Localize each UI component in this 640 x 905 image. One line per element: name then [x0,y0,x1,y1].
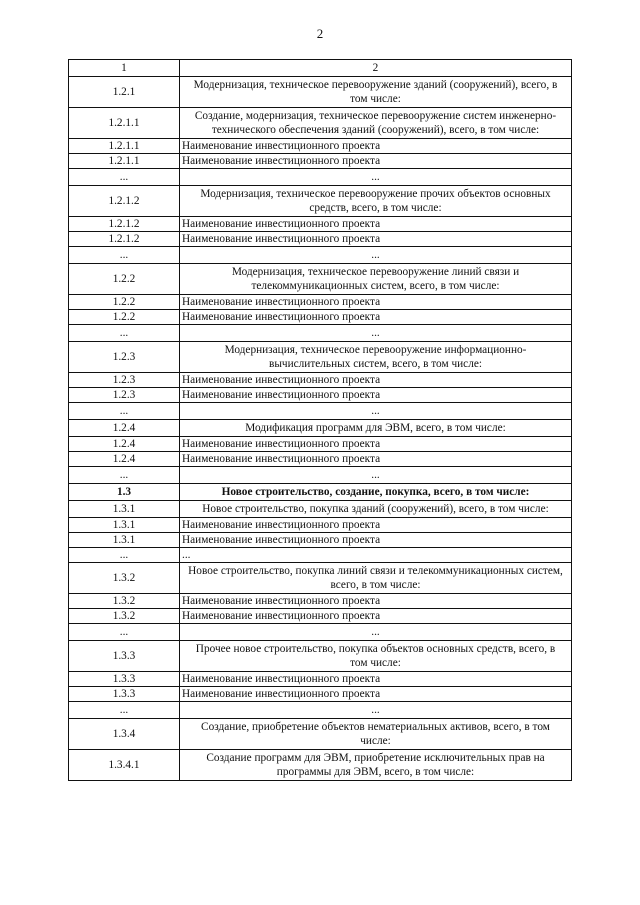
table-row [69,719,572,750]
row-code: 1.2.1.1 [69,139,180,154]
table-row [69,169,572,186]
row-description: Наименование инвестиционного проекта [180,594,572,609]
table-row [69,186,572,217]
row-description: ... [180,548,572,563]
row-description: Создание, модернизация, техническое перевооружение систем инженерно-технического обеспечения зданий (сооружений), всего, в том числе: [180,108,572,139]
row-description: Наименование инвестиционного проекта [180,518,572,533]
table-row [69,452,572,467]
column-header-1: 1 [69,60,180,77]
row-description: Новое строительство, покупка зданий (сооружений), всего, в том числе: [180,501,572,518]
row-description: Наименование инвестиционного проекта [180,672,572,687]
row-description: Новое строительство, создание, покупка, всего, в том числе: [180,484,572,501]
table-row [69,687,572,702]
table-row [69,264,572,295]
row-code: 1.3.2 [69,609,180,624]
table-row [69,342,572,373]
row-code: 1.3.4 [69,719,180,750]
row-code: 1.3.3 [69,641,180,672]
table-row [69,702,572,719]
row-description: ... [180,624,572,641]
row-code: 1.2.4 [69,437,180,452]
row-description: Модернизация, техническое перевооружение прочих объектов основных средств, всего, в том числе: [180,186,572,217]
row-description: ... [180,325,572,342]
row-description: Наименование инвестиционного проекта [180,388,572,403]
row-code: 1.2.1.1 [69,108,180,139]
row-code: 1.2.4 [69,420,180,437]
row-code: 1.2.2 [69,310,180,325]
row-description: ... [180,247,572,264]
table-row [69,548,572,563]
table-row [69,139,572,154]
row-code: 1.2.3 [69,342,180,373]
row-code: ... [69,624,180,641]
table-row [69,563,572,594]
table-row [69,325,572,342]
row-code: 1.3.2 [69,594,180,609]
table-row [69,420,572,437]
table-row [69,77,572,108]
table-row [69,518,572,533]
row-code: ... [69,403,180,420]
row-description: Наименование инвестиционного проекта [180,310,572,325]
row-description: Прочее новое строительство, покупка объектов основных средств, всего, в том числе: [180,641,572,672]
row-description: Модификация программ для ЭВМ, всего, в том числе: [180,420,572,437]
row-description: ... [180,467,572,484]
row-description: Наименование инвестиционного проекта [180,373,572,388]
row-code: 1.3.3 [69,672,180,687]
row-description: Наименование инвестиционного проекта [180,437,572,452]
column-header-2: 2 [180,60,572,77]
row-description: Наименование инвестиционного проекта [180,452,572,467]
table-row [69,247,572,264]
row-code: 1.3.3 [69,687,180,702]
table-row [69,501,572,518]
row-code: 1.2.2 [69,264,180,295]
table-row [69,609,572,624]
row-code: 1.2.3 [69,373,180,388]
row-code: ... [69,548,180,563]
table-row [69,295,572,310]
row-description: Наименование инвестиционного проекта [180,533,572,548]
row-code: 1.2.1.1 [69,154,180,169]
row-code: 1.2.1 [69,77,180,108]
table-row [69,533,572,548]
row-description: ... [180,169,572,186]
table-row [69,108,572,139]
row-description: Модернизация, техническое перевооружение зданий (сооружений), всего, в том числе: [180,77,572,108]
table-row [69,373,572,388]
row-description: Наименование инвестиционного проекта [180,139,572,154]
row-code: 1.3.4.1 [69,750,180,781]
row-description: Создание программ для ЭВМ, приобретение исключительных прав на программы для ЭВМ, всего, в том числе: [180,750,572,781]
row-code: 1.2.2 [69,295,180,310]
table-row [69,624,572,641]
table-row [69,484,572,501]
row-code: ... [69,169,180,186]
row-code: ... [69,247,180,264]
table-row [69,232,572,247]
table-row [69,750,572,781]
row-description: Наименование инвестиционного проекта [180,687,572,702]
row-description: Наименование инвестиционного проекта [180,232,572,247]
investment-table [68,59,572,781]
row-code: 1.2.1.2 [69,232,180,247]
row-description: Наименование инвестиционного проекта [180,217,572,232]
table-row [69,594,572,609]
table-row [69,403,572,420]
row-description: ... [180,403,572,420]
row-code: ... [69,325,180,342]
row-description: ... [180,702,572,719]
row-code: ... [69,467,180,484]
table-body [69,60,572,781]
row-description: Модернизация, техническое перевооружение линий связи и телекоммуникационных систем, всего, в том числе: [180,264,572,295]
row-description: Модернизация, техническое перевооружение информационно-вычислительных систем, всего, в том числе: [180,342,572,373]
table-row [69,467,572,484]
row-code: 1.2.1.2 [69,186,180,217]
row-code: 1.3 [69,484,180,501]
table-row [69,217,572,232]
row-code: 1.3.1 [69,518,180,533]
row-description: Создание, приобретение объектов нематериальных активов, всего, в том числе: [180,719,572,750]
row-code: 1.2.1.2 [69,217,180,232]
row-code: 1.3.1 [69,501,180,518]
table-header-row [69,60,572,77]
table-row [69,310,572,325]
row-description: Наименование инвестиционного проекта [180,295,572,310]
row-code: 1.3.1 [69,533,180,548]
table-row [69,641,572,672]
row-code: ... [69,702,180,719]
row-code: 1.2.3 [69,388,180,403]
row-description: Новое строительство, покупка линий связи и телекоммуникационных систем, всего, в том числе: [180,563,572,594]
row-description: Наименование инвестиционного проекта [180,609,572,624]
page-number: 2 [316,26,324,41]
row-description: Наименование инвестиционного проекта [180,154,572,169]
table-row [69,154,572,169]
table-row [69,388,572,403]
table-row [69,672,572,687]
table-row [69,437,572,452]
row-code: 1.3.2 [69,563,180,594]
row-code: 1.2.4 [69,452,180,467]
